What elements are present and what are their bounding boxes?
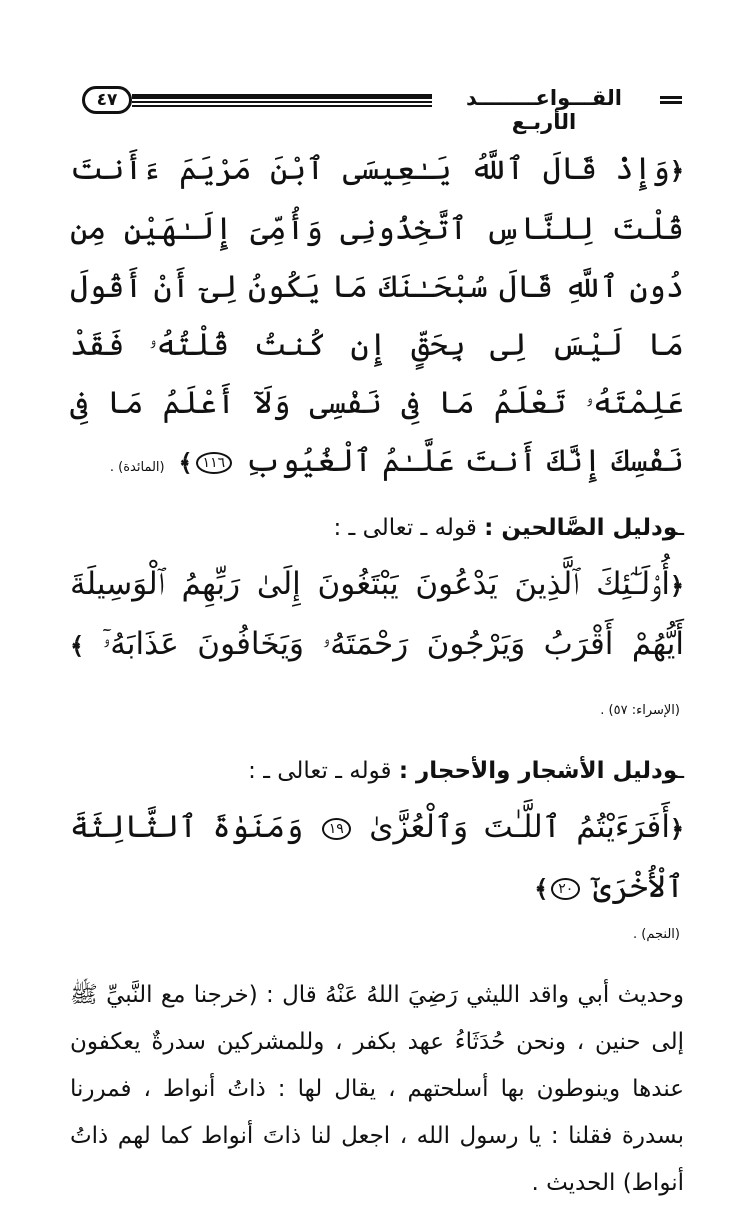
section-heading: ودليل الأشجار والأحجار : bbox=[398, 758, 678, 784]
surah-reference: (المائدة) . bbox=[109, 460, 165, 475]
quran-verse-najm bbox=[70, 798, 684, 918]
verse-open-bracket: ﴿ bbox=[669, 157, 684, 185]
section-heading-line bbox=[70, 501, 684, 555]
quran-verse-maidah bbox=[70, 140, 684, 497]
heading-dash: ـ bbox=[677, 758, 684, 784]
surah-reference: (النجم) . bbox=[633, 927, 680, 942]
book-title: القـــواعــــــــد الأربـع bbox=[466, 86, 622, 134]
verse-text: أُو۟لَـٰٓئِكَ ٱلَّذِينَ يَدْعُونَ يَبْتَغُونَ إِلَىٰ رَبِّهِمُ ٱلْوَسِيلَةَ أَيُّهُمْ أَقْرَبُ وَيَرْجُونَ رَحْمَتَهُۥ وَيَخَافُونَ عَذَابَهُۥٓ bbox=[70, 566, 684, 662]
verse-close-bracket: ﴾ bbox=[70, 632, 85, 660]
verse-text-part-1: أَفَرَءَيْتُمُ ٱللَّـٰتَ وَٱلْعُزَّىٰ bbox=[369, 809, 670, 845]
verse-text: وَإِذْ قَالَ ٱللَّهُ يَـٰعِيسَى ٱبْنَ مَرْيَمَ ءَأَنتَ قُلْتَ لِلنَّاسِ ٱتَّخِذُونِى وَأُمِّىَ إِلَـٰهَيْنِ مِن دُونِ ٱللَّهِ قَالَ سُبْحَـٰنَكَ مَا يَكُونُ لِىٓ أَنْ أَقُولَ مَا لَيْسَ لِى بِحَقٍّ إِن كُنتُ قُلْتُهُۥ فَقَدْ عَلِمْتَهُۥ تَعْلَمُ مَا فِى نَفْسِى وَلَآ أَعْلَمُ مَا فِى نَفْسِكَ إِنَّكَ أَنتَ عَلَّـٰمُ ٱلْغُيُوبِ bbox=[70, 151, 684, 479]
verse-open-bracket: ﴿ bbox=[669, 815, 685, 843]
ayah-number: ١١٦ bbox=[196, 452, 233, 474]
page-header bbox=[82, 86, 682, 134]
section-salihin bbox=[70, 501, 684, 740]
quran-verse-isra bbox=[70, 555, 684, 740]
surah-reference-line bbox=[70, 918, 684, 952]
heading-dash: ـ bbox=[677, 515, 684, 541]
verse-text-part-2: وَمَنَوٰةَ ٱلثَّالِثَةَ ٱلْأُخْرَىٰٓ bbox=[70, 809, 684, 905]
section-maidah bbox=[70, 140, 684, 497]
section-heading-line bbox=[70, 744, 684, 798]
page-number-badge bbox=[82, 86, 132, 114]
header-rule-left bbox=[132, 94, 432, 108]
verse-close-bracket: ﴾ bbox=[534, 875, 549, 903]
page-content bbox=[70, 140, 684, 1207]
verse-close-bracket: ﴾ bbox=[178, 449, 193, 477]
heading-intro: قوله ـ تعالى ـ : bbox=[248, 758, 392, 784]
header-rule-right bbox=[660, 96, 682, 108]
ayah-number: ٢٠ bbox=[551, 878, 580, 900]
hadith-paragraph: وحديث أبي واقد الليثي رَضِيَ اللهُ عَنْهُ قال : (خرجنا مع النَّبيِّ ﷺ إلى حنين ، ونحن حُدَثَاءُ عهد بكفر ، وللمشركين سدرةٌ يعكفون عندها وينوطون بها أسلحتهم ، يقال لها : ذاتُ أنواط ، فمررنا بسدرة فقلنا : يا رسول الله ، اجعل لنا ذاتَ أنواط كما لهم ذاتُ أنواط) الحديث . bbox=[70, 982, 684, 1196]
ayah-number: ١٩ bbox=[322, 818, 351, 840]
verse-open-bracket: ﴿ bbox=[669, 572, 684, 600]
section-heading: ودليل الصَّالحين : bbox=[484, 515, 678, 541]
surah-reference: (الإسراء: ٥٧) . bbox=[600, 703, 680, 718]
page-number: ٤٧ bbox=[96, 90, 118, 110]
heading-intro: قوله ـ تعالى ـ : bbox=[333, 515, 477, 541]
section-trees-stones bbox=[70, 744, 684, 952]
